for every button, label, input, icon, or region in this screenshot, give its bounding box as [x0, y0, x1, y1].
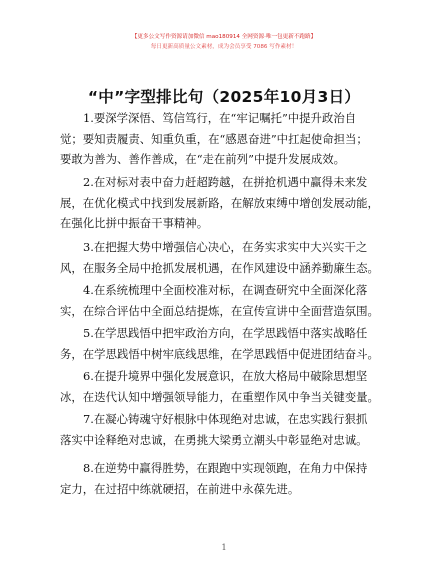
paragraph-8: [60, 458, 378, 499]
paragraph-line: 1.要深学深悟、笃信笃行，在“牢记嘱托”中提升政治自: [83, 111, 357, 125]
paragraph-line: 风，在服务全局中抢抓发展机遇，在作风建设中涵养勤廉生态。: [60, 260, 379, 275]
paragraph-line: 实，在综合评估中全面总结提炼，在宣传宣讲中全面营造氛围。: [60, 303, 379, 318]
promo-banner-line-2: 每日更新高质量公文素材，成为会员享受 7086 写作素材！: [150, 44, 298, 50]
paragraph-2: [60, 172, 378, 234]
paragraph-line: 定力，在过招中练就硬招，在前进中永葆先进。: [60, 481, 300, 496]
paragraph-line: 7.在凝心铸魂守好根脉中体现绝对忠诚，在忠实践行狠抓: [83, 412, 368, 426]
paragraph-line: 展，在优化模式中找到发展新路，在解放束缚中增创发展动能，: [60, 195, 379, 210]
paragraph-5: [60, 323, 378, 364]
paragraph-3: [60, 237, 378, 278]
paragraph-line: 要敢为善为、善作善成，在“走在前列”中提升发展成效。: [60, 152, 346, 166]
paragraph-line: 在强化比拼中振奋干事精神。: [60, 216, 209, 230]
document-title: “中”字型排比句（2025年10月3日）: [87, 88, 361, 106]
paragraph-line: 5.在学思践悟中把牢政治方向，在学思践悟中落实战略任: [83, 326, 368, 340]
paragraph-line: 觉；要知责履责、知重负重，在“感恩奋进”中扛起使命担当；: [60, 131, 368, 146]
paragraph-line: 冰，在迭代认知中增强领导能力，在重塑作风中争当关键变量。: [60, 389, 379, 404]
paragraph-line: 落实中诠释绝对忠诚，在勇挑大梁勇立潮头中彰显绝对忠诚。: [60, 432, 368, 447]
promo-banner-line-1: 【更多公文写作资源请加微信 mao180914 全网资源·唯一包更新不跑路】: [131, 34, 317, 40]
paragraph-7: [60, 409, 378, 450]
paragraph-4: [60, 280, 378, 321]
paragraph-line: 务，在学思践悟中树牢底线思维，在学思践悟中促进团结奋斗。: [60, 346, 379, 361]
paragraph-6: [60, 366, 378, 407]
paragraph-line: 8.在逆势中赢得胜势，在跟跑中实现领跑，在角力中保持: [83, 461, 368, 475]
paragraph-line: 4.在系统梳理中全面校准对标，在调查研究中全面深化落: [83, 283, 368, 297]
paragraph-1: [60, 108, 378, 170]
paragraph-line: 6.在提升境界中强化发展意识，在放大格局中破除思想坚: [83, 369, 368, 383]
paragraph-line: 2.在对标对表中奋力赶超跨越，在拼抢机遇中赢得未来发: [83, 175, 368, 189]
paragraph-line: 3.在把握大势中增强信心决心，在务实求实中大兴实干之: [83, 240, 368, 254]
page-number: 1: [221, 543, 227, 552]
